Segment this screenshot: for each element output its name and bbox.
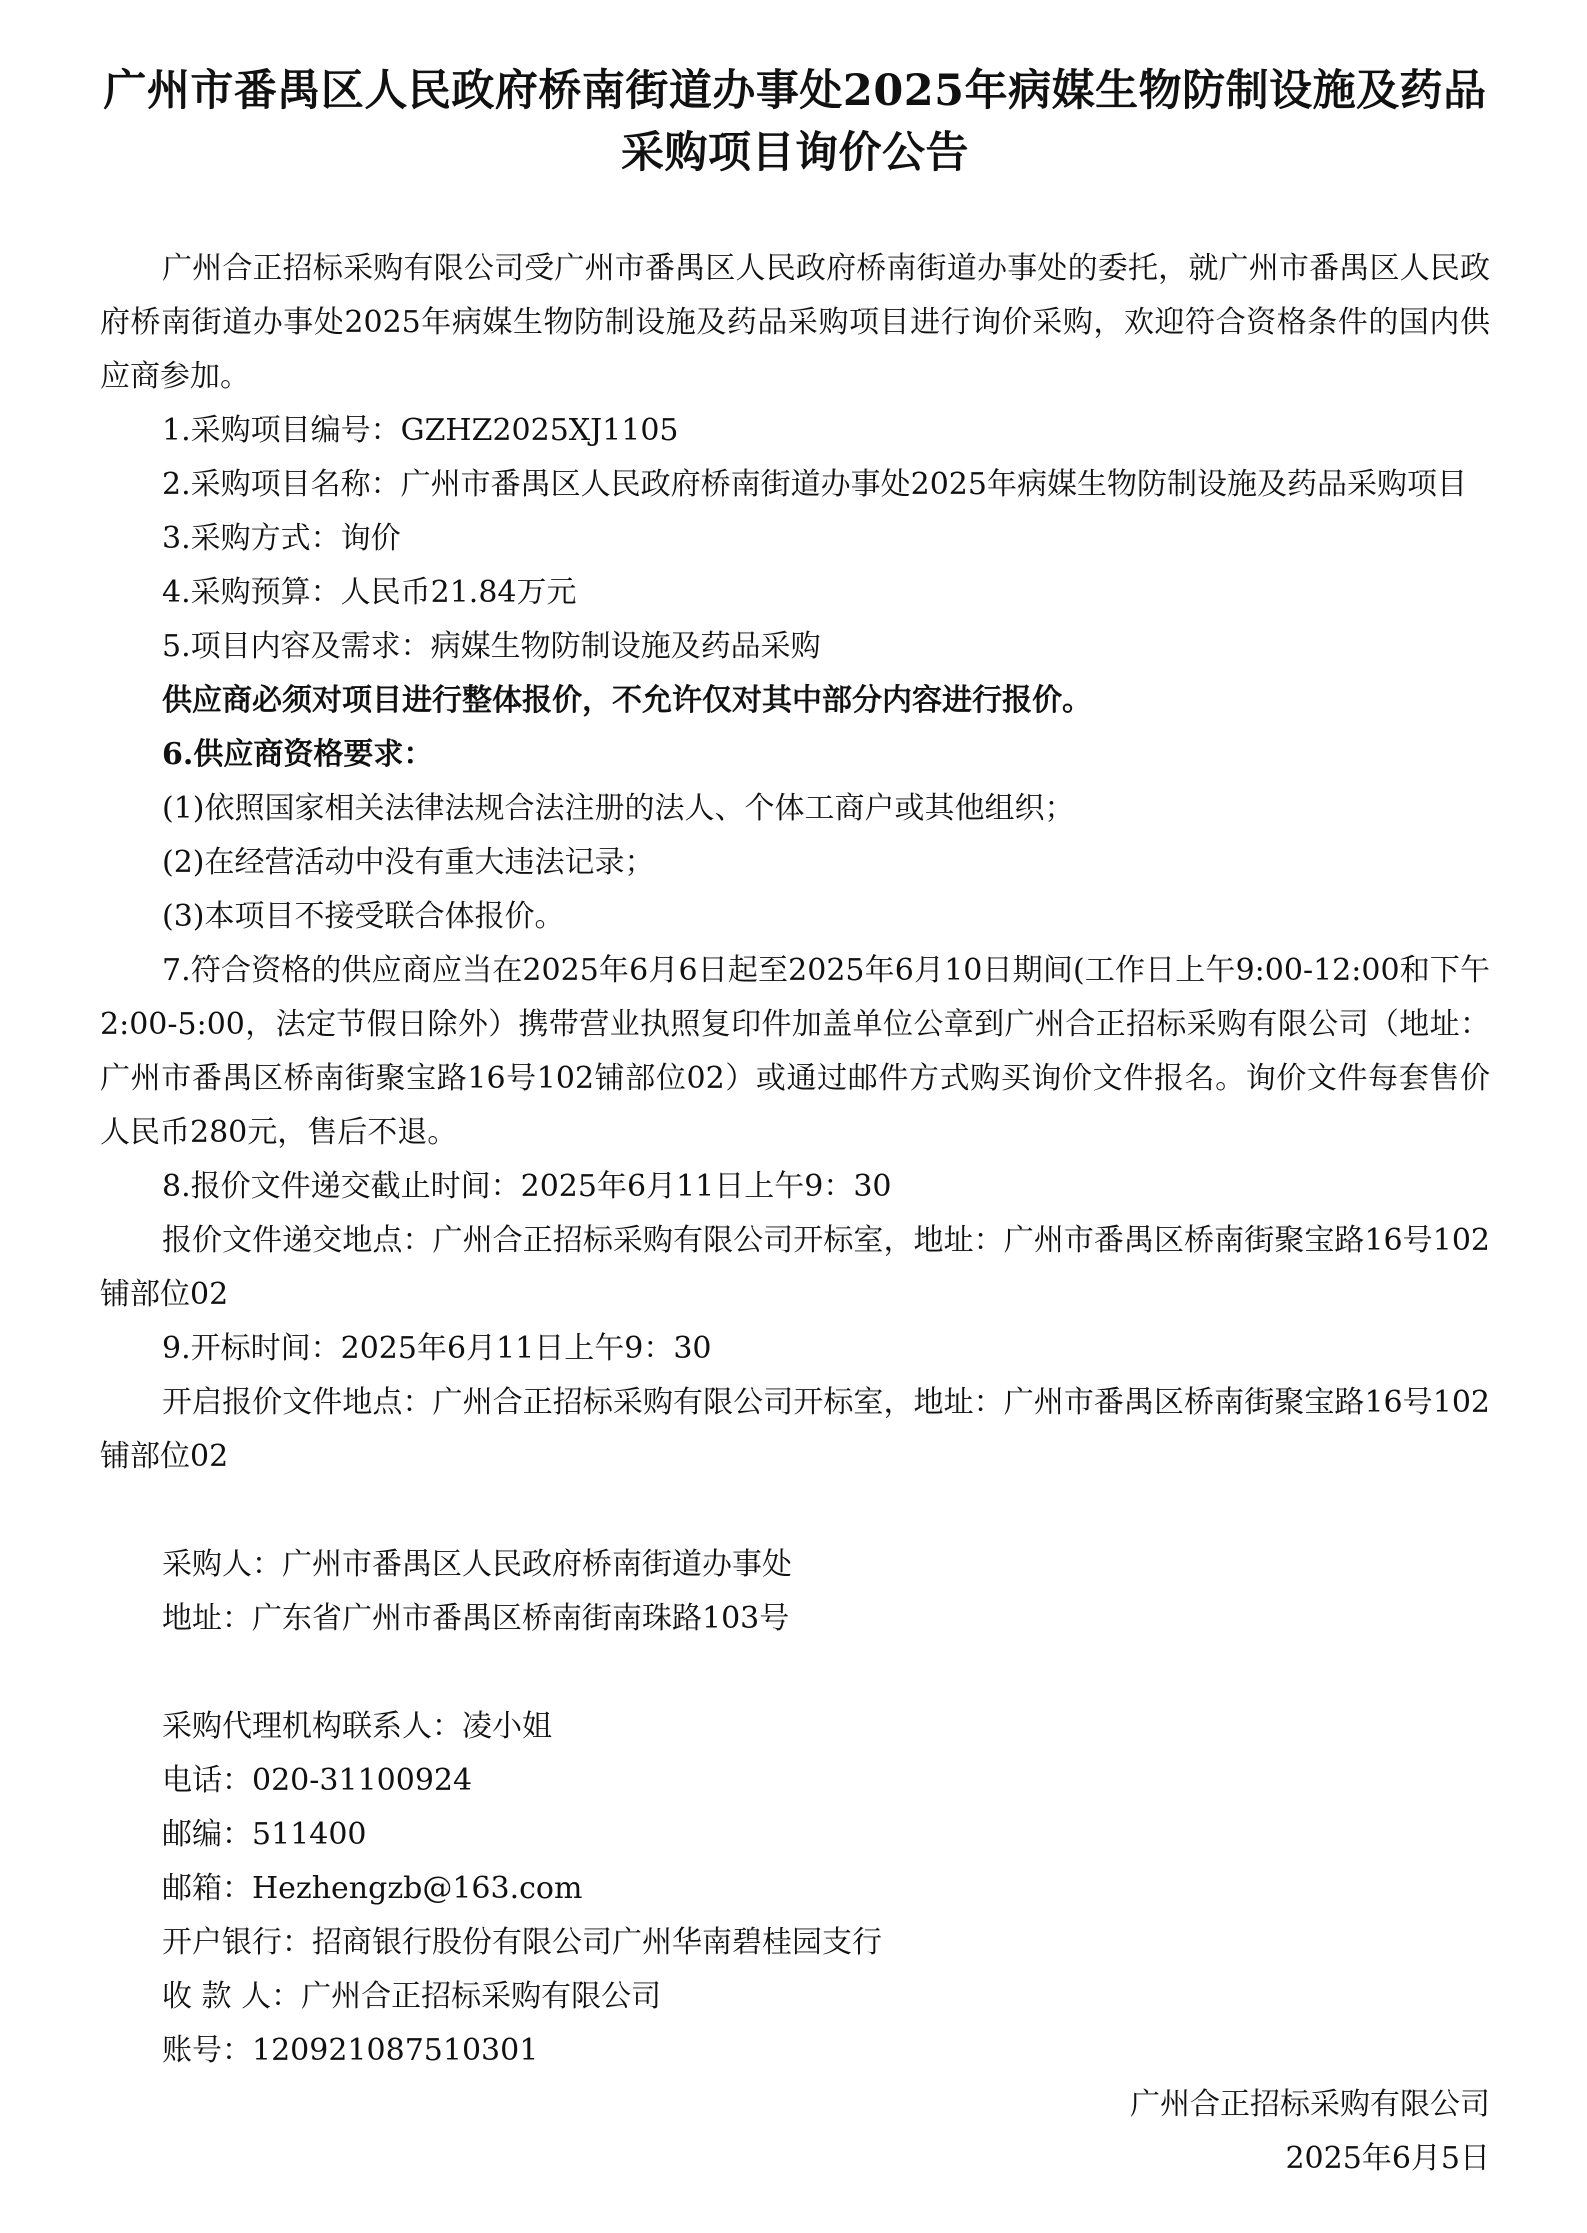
agency-contact: 采购代理机构联系人：凌小姐 bbox=[162, 1709, 552, 1744]
qualification-item-1: (1)依照国家相关法律法规合法注册的法人、个体工商户或其他组织； bbox=[162, 791, 1075, 826]
signature-company: 广州合正招标采购有限公司 bbox=[1130, 2087, 1490, 2122]
agency-phone: 电话：020-31100924 bbox=[162, 1763, 473, 1798]
procurement-method: 3.采购方式：询价 bbox=[162, 521, 401, 556]
project-content: 5.项目内容及需求：病媒生物防制设施及药品采购 bbox=[162, 629, 821, 664]
submission-deadline: 8.报价文件递交截止时间：2025年6月11日上午9：30 bbox=[162, 1169, 892, 1204]
agency-postcode: 邮编：511400 bbox=[162, 1817, 367, 1852]
section-spacer bbox=[100, 1646, 1490, 1700]
procurement-budget: 4.采购预算：人民币21.84万元 bbox=[162, 575, 577, 610]
project-number: 1.采购项目编号：GZHZ2025XJ1105 bbox=[162, 413, 679, 448]
submission-place: 报价文件递交地点：广州合正招标采购有限公司开标室，地址：广州市番禺区桥南街聚宝路16号102铺部位02 bbox=[100, 1223, 1490, 1312]
intro-paragraph: 广州合正招标采购有限公司受广州市番禺区人民政府桥南街道办事处的委托，就广州市番禺区人民政府桥南街道办事处2025年病媒生物防制设施及药品采购项目进行询价采购，欢迎符合资格条件的国内供应商参加。 bbox=[100, 251, 1490, 394]
announcement-page bbox=[100, 60, 1490, 2186]
opening-place: 开启报价文件地点：广州合正招标采购有限公司开标室，地址：广州市番禺区桥南街聚宝路16号102铺部位02 bbox=[100, 1385, 1490, 1474]
registration-paragraph: 7.符合资格的供应商应当在2025年6月6日起至2025年6月10日期间(工作日上午9:00-12:00和下午2:00-5:00，法定节假日除外）携带营业执照复印件加盖单位公章到广州合正招标采购有限公司（地址：广州市番禺区桥南街聚宝路16号102铺部位02）或通过邮件方式购买询价文件报名。询价文件每套售价人民币280元，售后不退。 bbox=[100, 953, 1490, 1150]
agency-bank: 开户银行：招商银行股份有限公司广州华南碧桂园支行 bbox=[162, 1925, 882, 1960]
agency-payee: 收 款 人：广州合正招标采购有限公司 bbox=[162, 1979, 662, 2014]
purchaser-address: 地址：广东省广州市番禺区桥南街南珠路103号 bbox=[162, 1601, 790, 1636]
purchaser-name: 采购人：广州市番禺区人民政府桥南街道办事处 bbox=[162, 1547, 792, 1582]
qualification-heading: 6.供应商资格要求： bbox=[162, 737, 434, 772]
project-name: 2.采购项目名称：广州市番禺区人民政府桥南街道办事处2025年病媒生物防制设施及药品采购项目 bbox=[162, 467, 1467, 502]
qualification-item-2: (2)在经营活动中没有重大违法记录； bbox=[162, 845, 655, 880]
page-title: 广州市番禺区人民政府桥南街道办事处2025年病媒生物防制设施及药品采购项目询价公告 bbox=[103, 66, 1487, 178]
signature-date: 2025年6月5日 bbox=[1285, 2141, 1490, 2176]
agency-account: 账号：120921087510301 bbox=[162, 2033, 539, 2068]
qualification-item-3: (3)本项目不接受联合体报价。 bbox=[162, 899, 565, 934]
agency-email: 邮箱：Hezhengzb@163.com bbox=[162, 1871, 583, 1906]
opening-time: 9.开标时间：2025年6月11日上午9：30 bbox=[162, 1331, 712, 1366]
whole-quote-notice: 供应商必须对项目进行整体报价，不允许仅对其中部分内容进行报价。 bbox=[162, 683, 1092, 718]
section-spacer bbox=[100, 1484, 1490, 1538]
